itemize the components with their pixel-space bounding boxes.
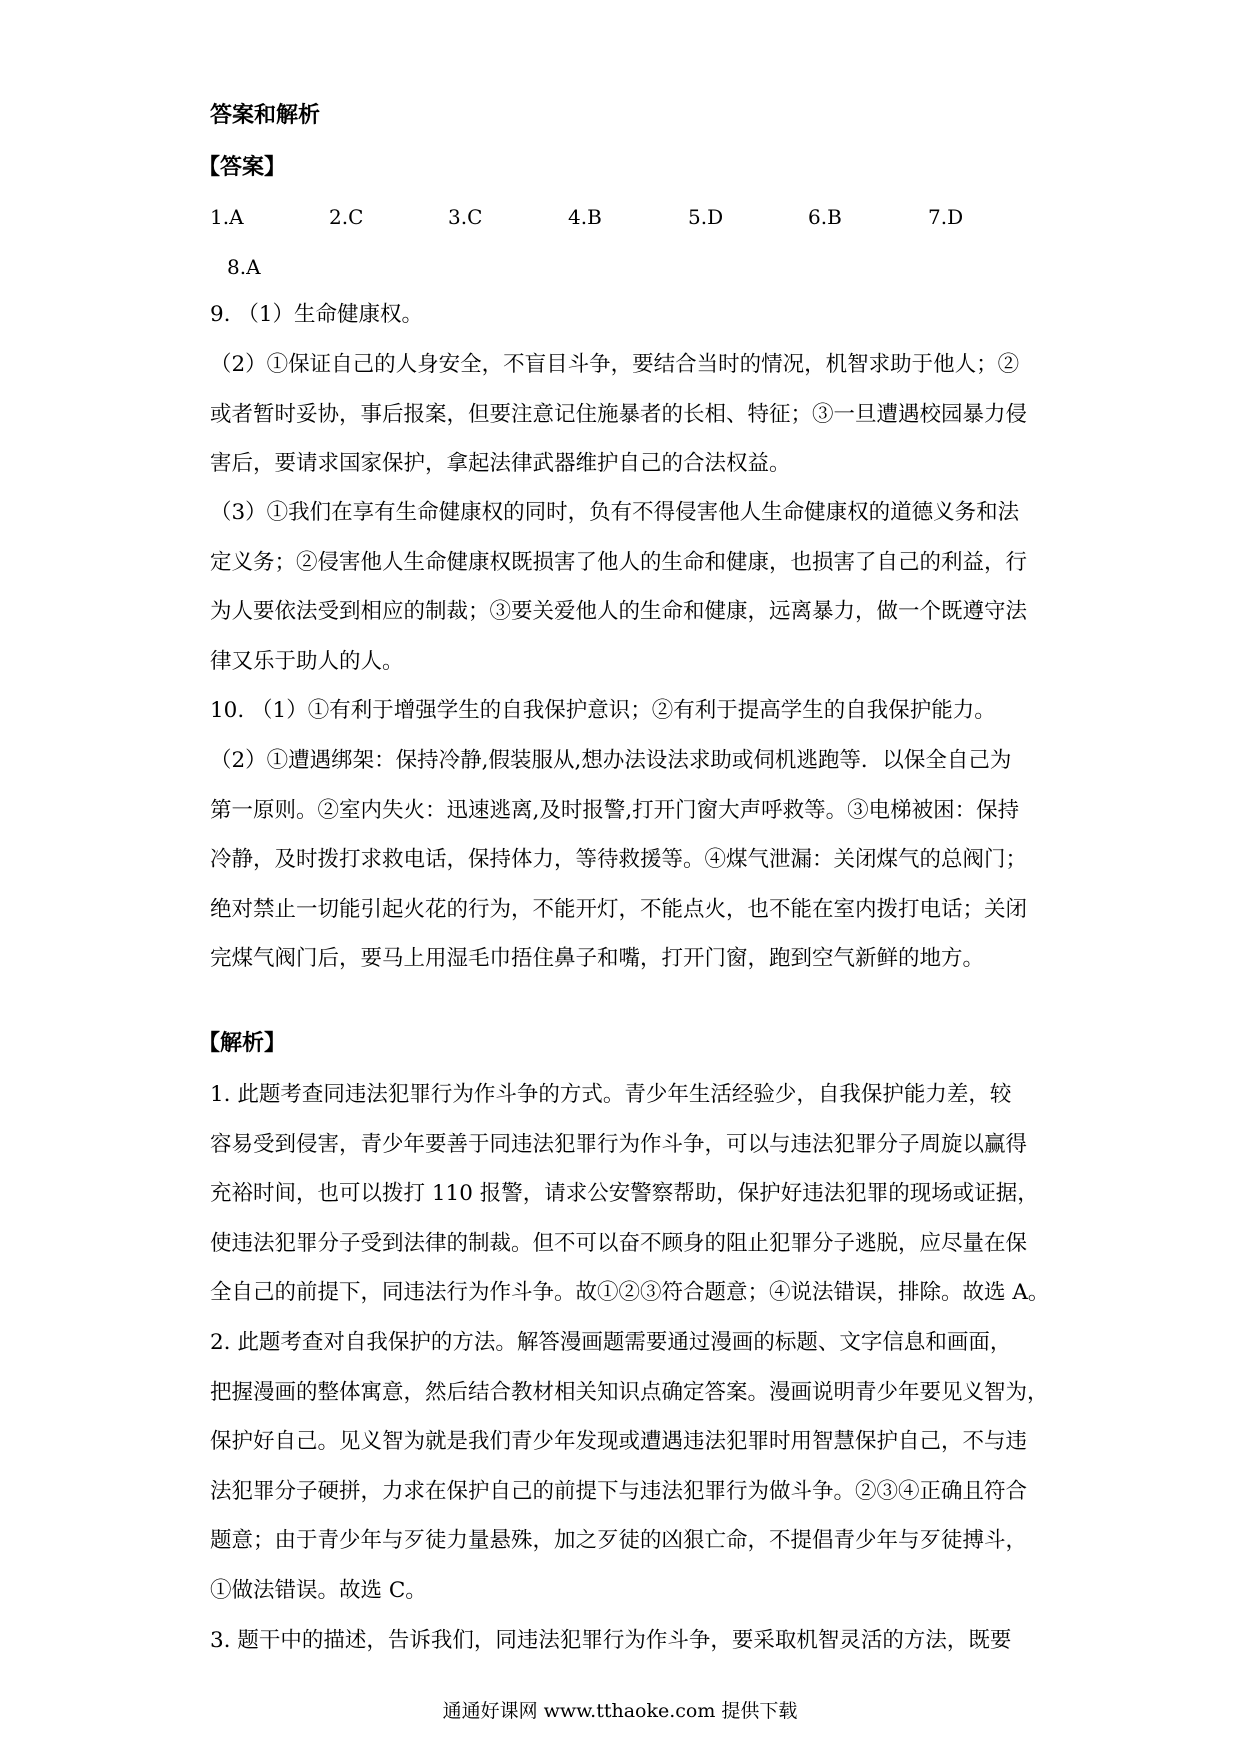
mc-answer-7: 7.D bbox=[928, 205, 964, 229]
analysis-1: 1. 此题考查同违法犯罪行为作斗争的方式。青少年生活经验少，自我保护能力差，较 容易受到侵害，青少年要善于同违法犯罪行为作斗争，可以与违法犯罪分子周旋以赢得 充裕时间，也可以拨打 110 报警，请求公安警察帮助，保护好违法犯罪的现场或证据， 使违法犯罪分子受到法律的制裁。但不可以奋不顾身的阻止犯罪分子逃脱，应尽量在保 全自己的前提下，同违法行为作斗争。故①②③符合题意；④说法错误，排除。故选 A。 bbox=[210, 1082, 1050, 1305]
mc-answer-4: 4.B bbox=[568, 205, 602, 229]
footer-note: 通通好课网 www.tthaoke.com 提供下载 bbox=[442, 1700, 798, 1722]
answer-9-3: （3）①我们在享有生命健康权的同时，负有不得侵害他人生命健康权的道德义务和法 定义务；②侵害他人生命健康权既损害了他人的生命和健康，也损害了自己的利益，行 为人要依法受到相应的制裁；③要关爱他人的生命和健康，远离暴力，做一个既遵守法 律又乐于助人的人。 bbox=[210, 500, 1028, 674]
page-title: 答案和解析 bbox=[210, 103, 321, 128]
mc-answer-8: 8.A bbox=[227, 255, 261, 279]
answer-heading: 【答案】 bbox=[198, 155, 287, 180]
analysis-2: 2. 此题考查对自我保护的方法。解答漫画题需要通过漫画的标题、文字信息和画面， 把握漫画的整体寓意，然后结合教材相关知识点确定答案。漫画说明青少年要见义智为， 保护好自己。见义智为就是我们青少年发现或遭遇违法犯罪时用智慧保护自己，不与违 法犯罪分子硬拼，力求在保护自己的前提下与违法犯罪行为做斗争。②③④正确且符合 题意；由于青少年与歹徒力量悬殊，加之歹徒的凶狠亡命，不提倡青少年与歹徒搏斗， ①做法错误。故选 C。 bbox=[210, 1330, 1049, 1603]
mc-answer-1: 1.A bbox=[210, 205, 244, 229]
answer-9-2: （2）①保证自己的人身安全，不盲目斗争，要结合当时的情况，机智求助于他人；② 或者暂时妥协，事后报案，但要注意记住施暴者的长相、特征；③一旦遭遇校园暴力侵 害后，要请求国家保护，拿起法律武器维护自己的合法权益。 bbox=[210, 352, 1028, 476]
analysis-heading: 【解析】 bbox=[198, 1031, 287, 1056]
analysis-3: 3. 题干中的描述，告诉我们，同违法犯罪行为作斗争，要采取机智灵活的方法，既要 bbox=[210, 1628, 1012, 1653]
mc-answer-5: 5.D bbox=[688, 205, 724, 229]
answer-10-1: 10. （1）①有利于增强学生的自我保护意识；②有利于提高学生的自我保护能力。 bbox=[210, 698, 996, 723]
answer-9-1: 9. （1）生命健康权。 bbox=[210, 302, 424, 327]
answer-10-2: （2）①遭遇绑架：保持冷静,假装服从,想办法设法求助或伺机逃跑等．以保全自己为 第一原则。②室内失火：迅速逃离,及时报警,打开门窗大声呼救等。③电梯被困：保持 冷静，及时拨打求救电话，保持体力，等待救援等。④煤气泄漏：关闭煤气的总阀门； 绝对禁止一切能引起火花的行为，不能开灯，不能点火，也不能在室内拨打电话；关闭 完煤气阀门后，要马上用湿毛巾捂住鼻子和嘴，打开门窗，跑到空气新鲜的地方。 bbox=[210, 748, 1028, 971]
mc-answer-3: 3.C bbox=[448, 205, 483, 229]
mc-answer-6: 6.B bbox=[808, 205, 842, 229]
mc-answer-2: 2.C bbox=[329, 205, 364, 229]
